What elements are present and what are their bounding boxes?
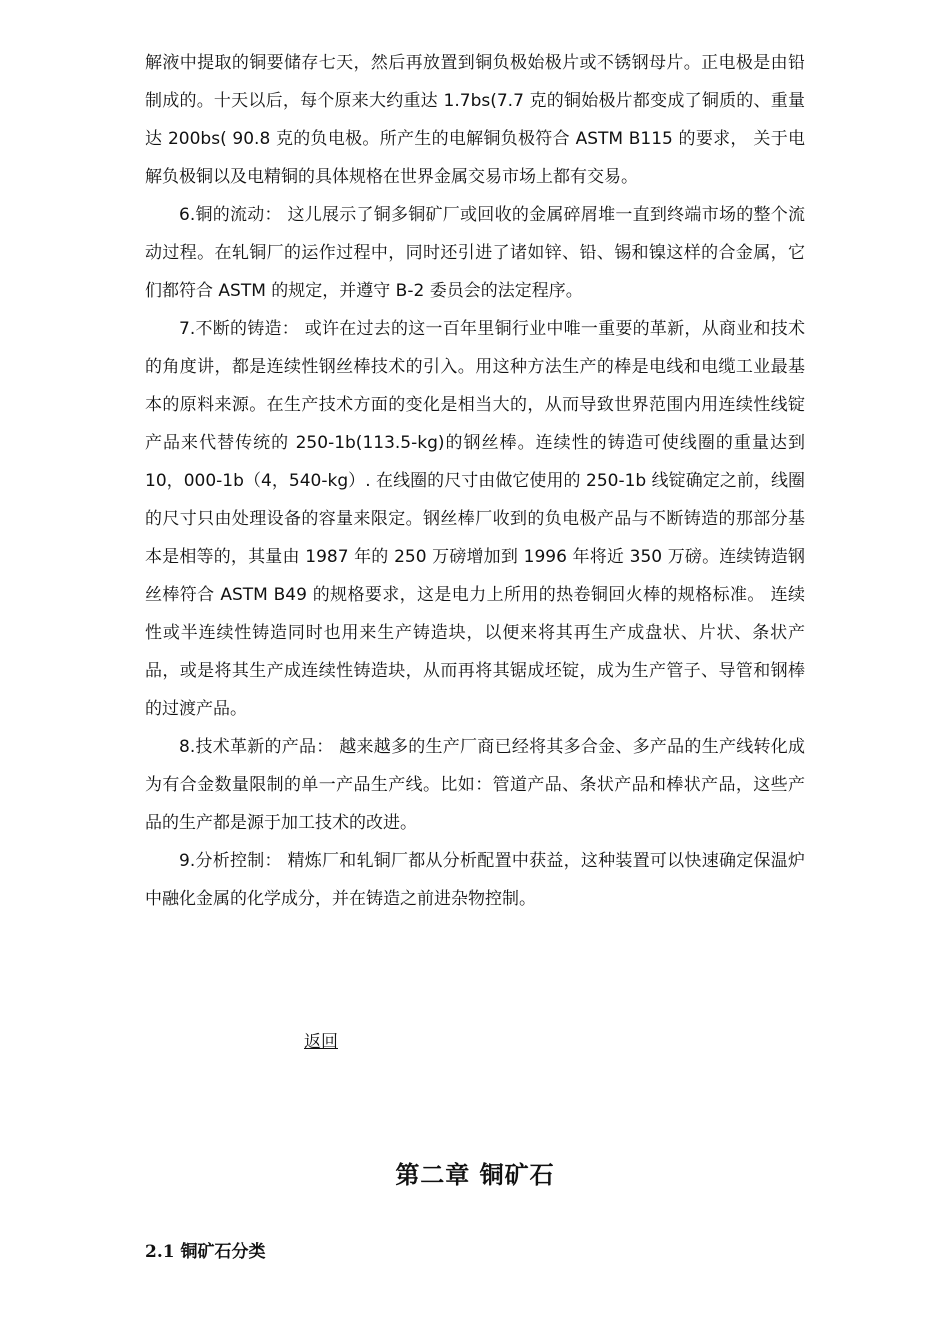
paragraph-copper-flow: 6.铜的流动： 这儿展示了铜多铜矿厂或回收的金属碎屑堆一直到终端市场的整个流动过程。在轧铜厂的运作过程中，同时还引进了诸如锌、铅、锡和镍这样的合金属，它们都符合 ASTM 的规定，并遵守 B-2 委员会的法定程序。: [145, 205, 805, 301]
paragraph-continuous-casting: 7.不断的铸造： 或许在过去的这一百年里铜行业中唯一重要的革新，从商业和技术的角度讲，都是连续性钢丝棒技术的引入。用这种方法生产的棒是电线和电缆工业最基本的原料来源。在生产技术方面的变化是相当大的，从而导致世界范围内用连续性线锭产品来代替传统的 250-1b(113.5-kg)的钢丝棒。连续性的铸造可使线圈的重量达到 10，000-1b（4，540-kg）. 在线圈的尺寸由做它使用的 250-1b 线锭确定之前，线圈的尺寸只由处理设备的容量来限定。钢丝棒厂收到的负电极产品与不断铸造的那部分基本是相等的，其量由 1987 年的 250 万磅增加到 1996 年将近 350 万磅。连续铸造钢丝棒符合 ASTM B49 的规格要求，这是电力上所用的热卷铜回火棒的规格标准。 连续性或半连续性铸造同时也用来生产铸造块，以便来将其再生产成盘状、片状、条状产品，或是将其生产成连续性铸造块，从而再将其锯成坯锭，成为生产管子、导管和钢棒的过渡产品。: [145, 319, 805, 719]
chapter-title: 第二章 铜矿石: [395, 1160, 555, 1189]
section-title: 2.1 铜矿石分类: [145, 1242, 266, 1262]
back-link[interactable]: 返回: [304, 1032, 338, 1052]
paragraph-analysis-control: 9.分析控制： 精炼厂和轧铜厂都从分析配置中获益，这种装置可以快速确定保温炉中融化金属的化学成分，并在铸造之前进杂物控制。: [145, 851, 805, 909]
paragraph-electrolysis: 解液中提取的铜要储存七天，然后再放置到铜负极始极片或不锈钢母片。正电极是由铅制成的。十天以后，每个原来大约重达 1.7bs(7.7 克的铜始极片都变成了铜质的、重量达 200bs( 90.8 克的负电极。所产生的电解铜负极符合 ASTM B115 的要求， 关于电解负极铜以及电精铜的具体规格在世界金属交易市场上都有交易。: [145, 53, 805, 187]
paragraph-innovative-products: 8.技术革新的产品： 越来越多的生产厂商已经将其多合金、多产品的生产线转化成为有合金数量限制的单一产品生产线。比如：管道产品、条状产品和棒状产品，这些产品的生产都是源于加工技术的改进。: [145, 737, 805, 833]
body-text: [145, 44, 805, 918]
